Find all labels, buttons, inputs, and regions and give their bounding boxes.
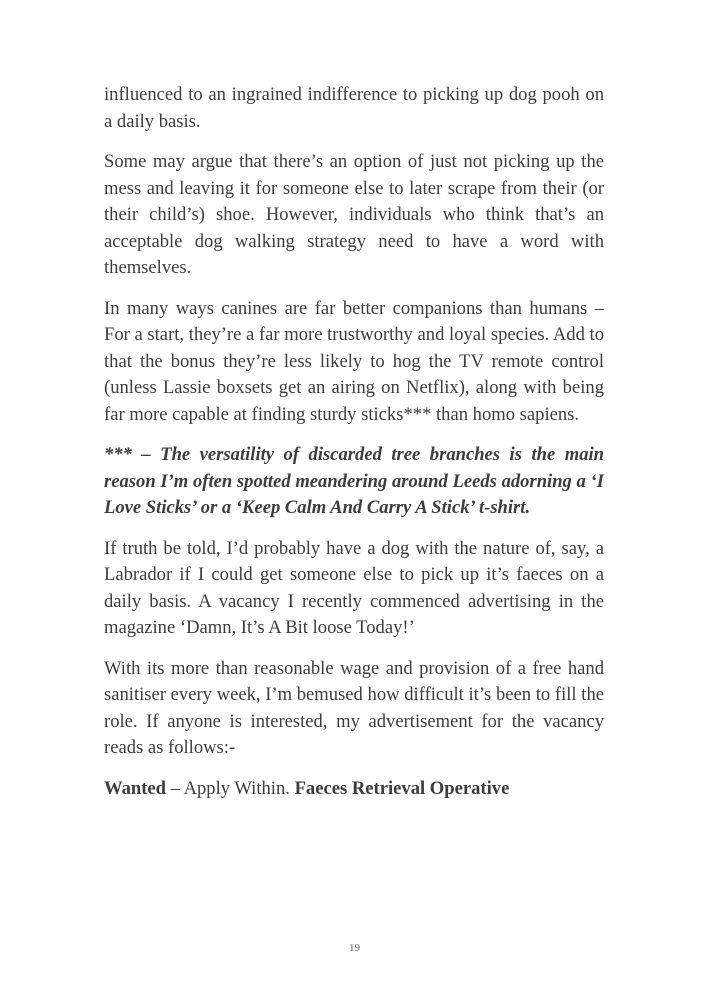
paragraph-labrador: If truth be told, I’d probably have a dog with the nature of, say, a Labrador if I could get someone else to pick up it’s faeces on a daily basis. A vacancy I recently commenced advertising in the magazine ‘Damn, It’s A Bit loose Today!’ xyxy=(104,537,604,638)
wanted-ad-line xyxy=(104,776,604,803)
paragraph-continuation: influenced to an ingrained indifference to picking up dog pooh on a daily basis. xyxy=(104,84,604,132)
paragraph-vacancy: With its more than reasonable wage and provision of a free hand sanitiser every week, I’m bemused how difficult it’s been to fill the role. If anyone is interested, my advertisement for the vacancy reads as follows:- xyxy=(104,657,604,758)
wanted-label: Wanted xyxy=(104,777,166,799)
paragraph-mess: Some may argue that there’s an option of just not picking up the mess and leaving it for someone else to later scrape from their (or their child’s) shoe. However, individuals who think that’s an acceptable dog walking strategy need to have a word with themselves. xyxy=(104,151,604,278)
footnote-sticks: *** – The versatility of discarded tree branches is the main reason I’m often spotted meandering around Leeds adorning a ‘I Love Sticks’ or a ‘Keep Calm And Carry A Stick’ t-shirt. xyxy=(104,444,604,518)
paragraph-canines: In many ways canines are far better companions than humans – For a start, they’re a far more trustworthy and loyal species. Add to that the bonus they’re less likely to hog the TV remote control (unless Lassie boxsets get an airing on Netflix), along with being far more capable at finding sturdy sticks*** than homo sapiens. xyxy=(104,297,604,425)
page-number: 19 xyxy=(349,942,360,954)
page-body xyxy=(104,82,604,816)
wanted-title: Faeces Retrieval Operative xyxy=(294,777,510,799)
wanted-middle: – Apply Within. xyxy=(166,777,295,799)
